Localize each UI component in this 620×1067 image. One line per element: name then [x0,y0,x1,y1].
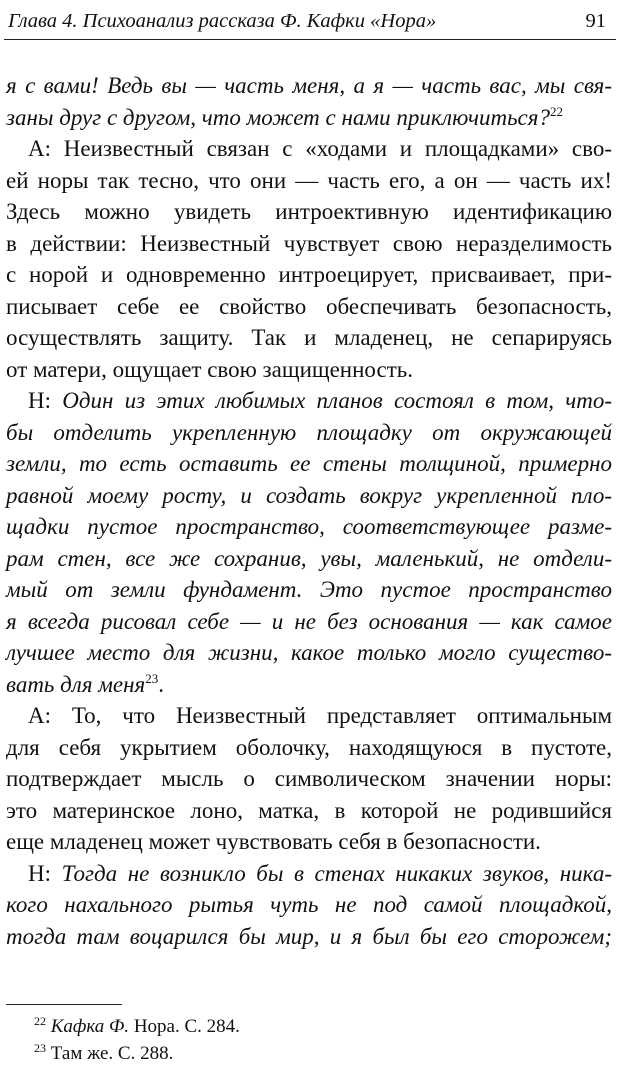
text-line [6,70,612,102]
footnote-rule [6,1004,122,1005]
quoted-text: Тогда не возникло бы в стенах никаких звуков, ника- [61,860,612,886]
line-text: это материнское лоно, матка, в которой не родившийся [6,797,612,823]
footnotes [34,1013,240,1067]
line-text: для себя укрытием оболочку, находящуюся в пустоте, [6,734,612,760]
line-text: щадки пустое пространство, соответствующее разме- [6,514,612,539]
header-rule [4,39,616,40]
quoted-text: Один из этих любимых планов состоял в том, что- [62,388,612,413]
footnote-text: Нора. С. 284. [129,1016,240,1037]
text-line [6,165,612,197]
line-text: в действии: Неизвестный чувствует свою неразделимость [6,230,612,256]
page-number: 91 [585,10,606,32]
line-text: я с вами! Ведь вы — часть меня, а я — часть вас, мы свя- [6,73,612,98]
chapter-title: Глава 4. Психоанализ рассказа Ф. Кафки «Нора» [8,10,437,32]
text-line [6,763,612,795]
text-line [6,669,612,701]
footnote-ref[interactable]: 22 [549,103,563,119]
text-line [6,259,612,291]
line-text: я всегда рисовал себе — и не без основания — как самое [6,608,612,634]
text-line [6,574,612,606]
line-text: заны друг с другом, что может с нами приключиться? [6,104,550,130]
text-line [6,637,612,669]
text-line [6,543,612,575]
line-text: от матери, ощущает свою защищенность. [6,356,413,382]
footnote [34,1040,240,1067]
text-line [6,291,612,323]
line-text: тогда там воцарился бы мир, и я был бы его сторожем; [6,923,612,949]
text-line [6,322,612,354]
text-line [6,921,612,953]
text-line [6,858,612,890]
footnote [34,1013,240,1040]
line-text: А: Неизвестный связан с «ходами и площадками» сво- [28,136,612,161]
line-text: кого нахального рытья чуть не под самой площадкой, [6,892,612,917]
line-text: бы отделить укрепленную площадку от окружающей [6,419,612,445]
text-line [6,385,612,417]
line-text: еще младенец может чувствовать себя в безопасности. [6,829,541,854]
line-text: А: То, что Неизвестный представляет оптимальным [28,703,612,728]
line-text: равной моему росту, и создать вокруг укрепленной пло- [6,482,612,508]
text-line [6,889,612,921]
text-line [6,795,612,827]
text-line [6,826,612,858]
running-header [8,6,610,36]
text-line [6,732,612,764]
line-text: Н: [28,388,63,413]
line-text: лучшее место для жизни, какое только могло существо- [6,640,612,665]
text-line [6,511,612,543]
line-text: вать для меня [6,671,146,697]
text-line [6,354,612,386]
line-text: подтверждает мысль о символическом значении норы: [6,766,612,791]
footnote-number: 23 [34,1041,46,1055]
line-text: с норой и одновременно интроецирует, присваивает, при- [6,262,612,287]
text-line [6,102,612,134]
line-text: земли, то есть оставить ее стены толщиной, примерно [6,451,612,476]
text-line [6,196,612,228]
punctuation: . [158,671,164,697]
text-line [6,417,612,449]
footnote-text: Там же. С. 288. [50,1043,174,1064]
text-line [6,700,612,732]
line-text: Н: [28,860,62,886]
line-text: Здесь можно увидеть интроективную идентификацию [6,199,612,224]
line-text: осуществлять защиту. Так и младенец, не сепарируясь [6,325,612,350]
footnote-author: Кафка Ф. [50,1016,130,1037]
footnote-number: 22 [34,1014,46,1028]
text-line [6,480,612,512]
text-line [6,133,612,165]
line-text: ей норы так тесно, что они — часть его, а он — часть их! [6,167,612,193]
line-text: писывает себе ее свойство обеспечивать безопасность, [6,293,612,319]
body-text [6,70,612,952]
text-line [6,448,612,480]
line-text: рам стен, все же сохранив, увы, маленький, не отдели- [6,545,612,571]
text-line [6,606,612,638]
text-line [6,228,612,260]
line-text: мый от земли фундамент. Это пустое пространство [6,577,612,602]
footnote-ref[interactable]: 23 [145,670,159,686]
